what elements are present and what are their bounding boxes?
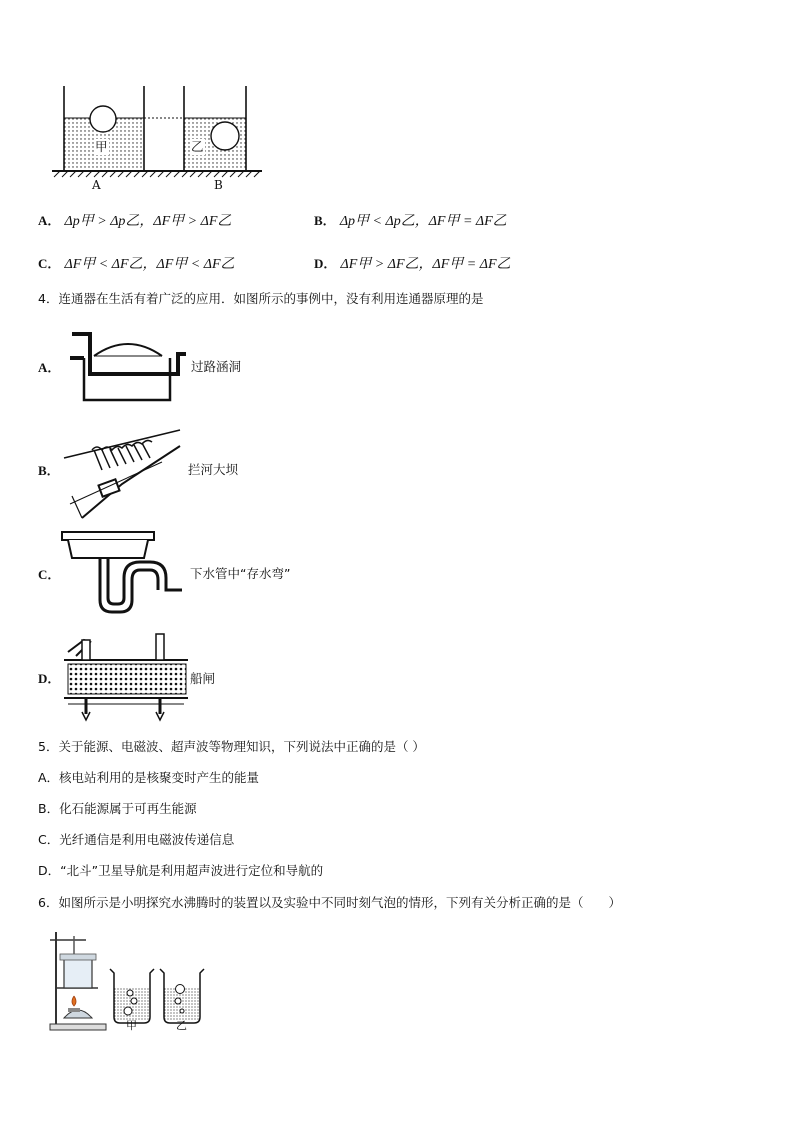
option-letter: D． xyxy=(314,256,337,271)
label-b: B xyxy=(214,178,223,192)
option-text: Δp甲 > Δp乙，ΔF甲 > ΔF乙 xyxy=(64,214,232,229)
q5-option-b[interactable]: B．化石能源属于可再生能源 xyxy=(38,801,197,816)
q4-option-b-letter[interactable]: B． xyxy=(38,463,60,478)
q3-option-d[interactable] xyxy=(314,256,511,273)
label-jia: 甲 xyxy=(95,139,108,154)
option-text: ΔF甲 < ΔF乙，ΔF甲 < ΔF乙 xyxy=(64,257,235,272)
ball-jia xyxy=(90,106,116,132)
q4-stem: 4．连通器在生活有着广泛的应用．如图所示的事例中，没有利用连通器原理的是 xyxy=(38,291,484,306)
q4-option-c-letter[interactable]: C． xyxy=(38,567,61,582)
culvert-figure xyxy=(70,330,190,402)
ship-lock-figure xyxy=(64,632,189,722)
q4-option-d-letter[interactable]: D． xyxy=(38,671,61,686)
sink-trap-figure xyxy=(62,530,187,615)
option-text: ΔF甲 > ΔF乙，ΔF甲 = ΔF乙 xyxy=(340,257,511,272)
q5-stem: 5．关于能源、电磁波、超声波等物理知识，下列说法中正确的是（ ） xyxy=(38,739,425,754)
option-letter: A． xyxy=(38,213,61,228)
ball-yi xyxy=(211,122,239,150)
q3-option-a[interactable] xyxy=(38,213,231,230)
q3-option-b[interactable] xyxy=(314,213,507,230)
label-a: A xyxy=(92,178,101,192)
q6-stem: 6．如图所示是小明探究水沸腾时的装置以及实验中不同时刻气泡的情形，下列有关分析正确的是（ ） xyxy=(38,895,621,910)
beaker-label-yi: 乙 xyxy=(176,1019,187,1032)
beaker-label-jia: 甲 xyxy=(126,1019,137,1032)
option-letter: B． xyxy=(314,213,336,228)
beaker-yi-figure xyxy=(158,967,206,1025)
q5-option-c[interactable]: C．光纤通信是利用电磁波传递信息 xyxy=(38,832,235,847)
q4-option-d-caption: 船闸 xyxy=(190,671,216,686)
dam-figure xyxy=(62,426,187,521)
q5-option-d[interactable]: D．“北斗”卫星导航是利用超声波进行定位和导航的 xyxy=(38,863,324,878)
label-yi: 乙 xyxy=(191,139,204,154)
q4-option-b-caption: 拦河大坝 xyxy=(188,462,239,477)
q3-figure xyxy=(48,86,278,186)
q4-option-c-caption: 下水管中“存水弯” xyxy=(190,566,291,581)
option-letter: C． xyxy=(38,256,61,271)
q4-option-a-letter[interactable]: A． xyxy=(38,360,61,375)
option-text: Δp甲 < Δp乙，ΔF甲 = ΔF乙 xyxy=(339,214,507,229)
beaker-jia-figure xyxy=(108,967,156,1025)
q4-option-a-caption: 过路涵洞 xyxy=(191,359,242,374)
q5-option-a[interactable]: A．核电站利用的是核聚变时产生的能量 xyxy=(38,770,260,785)
q3-option-c[interactable] xyxy=(38,256,235,273)
boiling-apparatus-figure xyxy=(46,928,112,1032)
